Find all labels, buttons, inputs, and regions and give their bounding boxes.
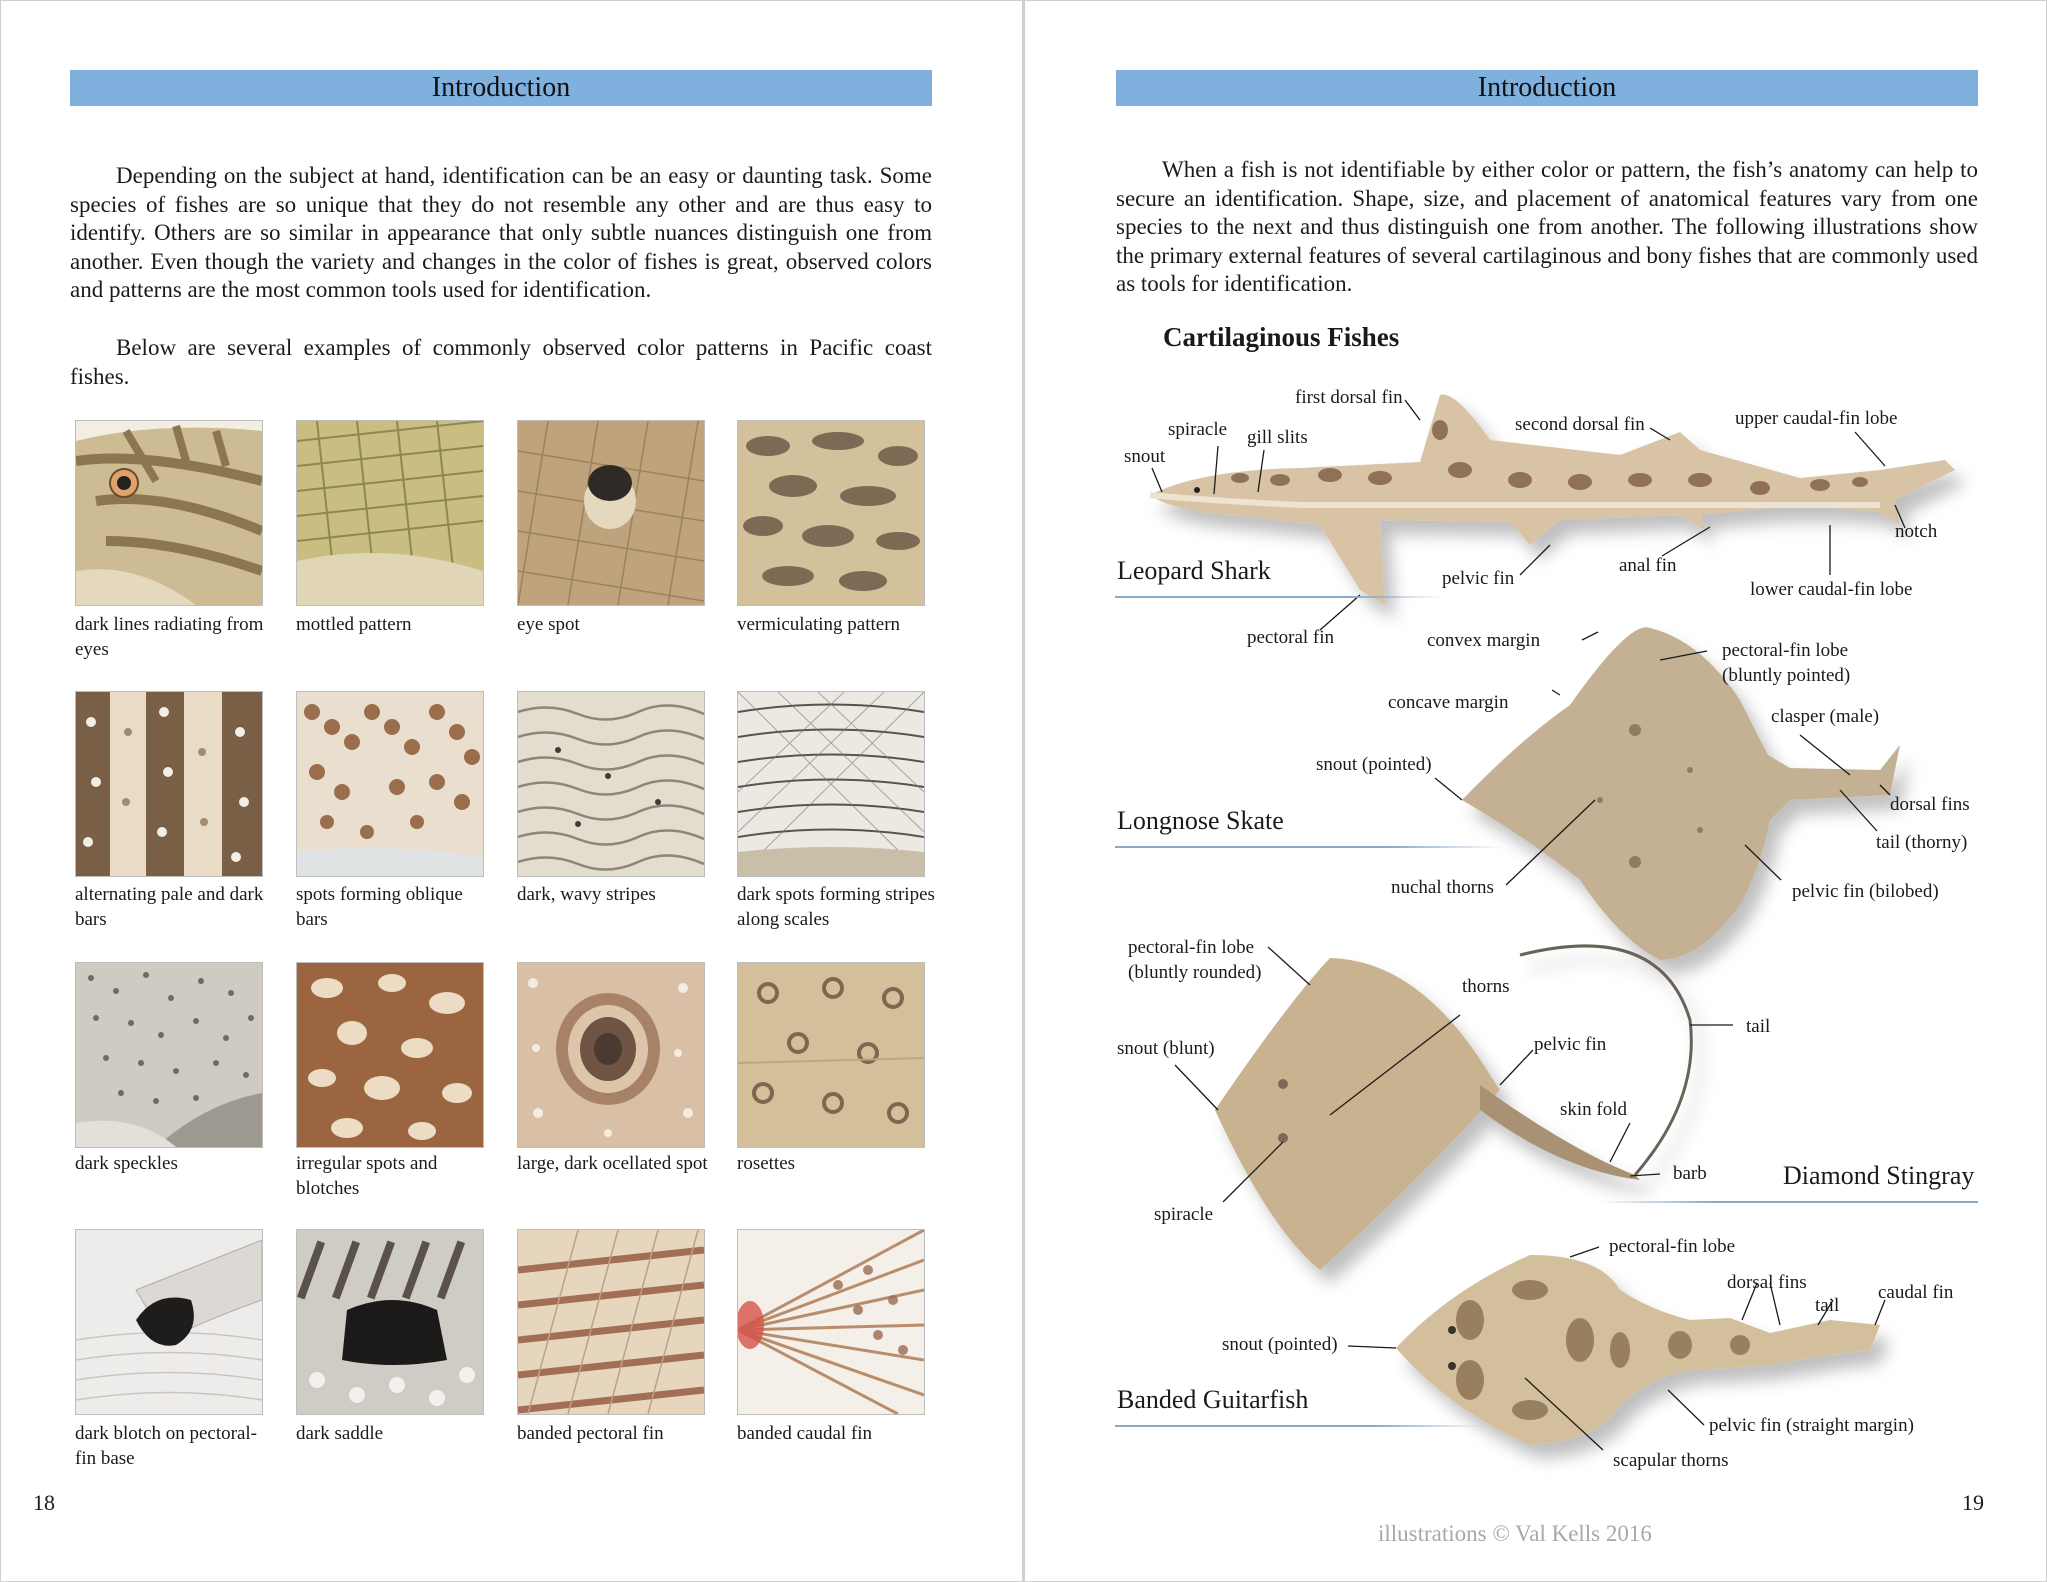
label-skate-snout: snout (pointed) [1316, 754, 1432, 775]
label-snout: snout [1124, 446, 1166, 467]
pattern-caption: eye spot [517, 614, 580, 635]
pattern-caption: dark blotch on pectoral-fin base [75, 1423, 258, 1469]
label-ray-spiracle: spiracle [1154, 1204, 1214, 1225]
right-page-number: 19 [1962, 1490, 1984, 1515]
label-gill-slits: gill slits [1247, 427, 1308, 448]
right-paragraph1-text: When a fish is not identifiable by either color or pattern, the fish’s anatomy can help to secure an identification. Shape, size, and placement of anatomical features vary from one species to the next and thus distinguish one from another. The following illustrations show the primary external features of several cartilaginous and bony fishes that are commonly used as tools for identification. [1116, 157, 1978, 296]
pattern-caption: mottled pattern [296, 614, 412, 635]
pattern-caption: dark saddle [296, 1423, 384, 1444]
pattern-caption: irregular spots and blotches [296, 1153, 438, 1199]
label-skate-pelvic-fin: pelvic fin (bilobed) [1792, 881, 1939, 902]
diamond-stingray-name: Diamond Stingray [1783, 1161, 1975, 1190]
left-paragraph2-text: Below are several examples of commonly observed color patterns in Pacific coast fishes. [70, 335, 932, 389]
label-scapular-thorns: scapular thorns [1613, 1450, 1729, 1471]
illustration-credit: illustrations © Val Kells 2016 [1378, 1521, 1652, 1546]
label-pelvic-fin: pelvic fin [1442, 568, 1515, 589]
left-banner-title: Introduction [70, 70, 932, 106]
pattern-caption: spots forming oblique bars [296, 884, 463, 930]
label-bluntly-pointed: (bluntly pointed) [1722, 665, 1851, 686]
pattern-caption: rosettes [737, 1153, 796, 1174]
label-convex-margin: convex margin [1427, 630, 1541, 651]
pattern-caption: dark, wavy stripes [517, 884, 656, 905]
pattern-caption: dark speckles [75, 1153, 178, 1174]
banded-guitarfish-underline [1115, 1425, 1485, 1427]
cartilaginous-fishes-heading: Cartilaginous Fishes [1163, 322, 1400, 352]
label-barb: barb [1673, 1163, 1707, 1184]
label-skate-dorsal-fins: dorsal fins [1890, 794, 1970, 815]
leopard-shark-name: Leopard Shark [1117, 556, 1271, 585]
longnose-skate-underline [1115, 846, 1505, 848]
label-upper-caudal-fin-lobe: upper caudal-fin lobe [1735, 408, 1898, 429]
left-page-number: 18 [33, 1490, 55, 1515]
right-banner-title: Introduction [1116, 70, 1978, 106]
label-guitarfish-snout: snout (pointed) [1222, 1334, 1338, 1355]
label-spiracle: spiracle [1168, 419, 1228, 440]
label-snout-blunt: snout (blunt) [1117, 1038, 1215, 1059]
pattern-caption: banded caudal fin [737, 1423, 873, 1444]
pattern-caption: dark lines radiating from eyes [75, 614, 264, 660]
label-ray-pectoral-fin-lobe: pectoral-fin lobe [1128, 937, 1255, 958]
label-skin-fold: skin fold [1560, 1099, 1628, 1120]
pattern-caption: dark spots forming stripes along scales [737, 884, 935, 930]
left-paragraph1-text: Depending on the subject at hand, identification can be an easy or daunting task. Some species of fishes are so unique that they do not resemble any other and are thus easy to identify. Others are so similar in appearance that only subtle nuances distinguish one from another. Even though the variety and changes in the color of fishes is great, observed colors and patterns are the most common tools used for identification. [70, 163, 932, 302]
label-thorns: thorns [1462, 976, 1510, 997]
label-ray-pelvic-fin: pelvic fin [1534, 1034, 1607, 1055]
banded-guitarfish-name: Banded Guitarfish [1117, 1385, 1309, 1414]
label-second-dorsal-fin: second dorsal fin [1515, 414, 1645, 435]
label-caudal-fin: caudal fin [1878, 1282, 1954, 1303]
pattern-caption: large, dark ocellated spot [517, 1153, 708, 1174]
longnose-skate-name: Longnose Skate [1117, 806, 1284, 835]
label-notch: notch [1895, 521, 1938, 542]
label-concave-margin: concave margin [1388, 692, 1509, 713]
pattern-caption: banded pectoral fin [517, 1423, 664, 1444]
label-bluntly-rounded: (bluntly rounded) [1128, 962, 1262, 983]
pattern-caption: alternating pale and dark bars [75, 884, 264, 930]
diamond-stingray-underline [1600, 1201, 1978, 1203]
label-skate-tail: tail (thorny) [1876, 832, 1968, 853]
label-pectoral-fin: pectoral fin [1247, 627, 1335, 648]
label-guitarfish-pectoral-fin-lobe: pectoral-fin lobe [1609, 1236, 1736, 1257]
label-ray-tail: tail [1746, 1016, 1771, 1037]
label-lower-caudal-fin-lobe: lower caudal-fin lobe [1750, 579, 1913, 600]
label-nuchal-thorns: nuchal thorns [1391, 877, 1494, 898]
label-anal-fin: anal fin [1619, 555, 1677, 576]
pattern-caption: vermiculating pattern [737, 614, 901, 635]
label-clasper: clasper (male) [1771, 706, 1880, 727]
label-guitarfish-pelvic-fin: pelvic fin (straight margin) [1709, 1415, 1914, 1436]
label-guitarfish-tail: tail [1815, 1295, 1840, 1316]
leopard-shark-underline [1115, 596, 1445, 598]
label-guitarfish-dorsal-fins: dorsal fins [1727, 1272, 1807, 1293]
label-pectoral-fin-lobe: pectoral-fin lobe [1722, 640, 1849, 661]
label-first-dorsal-fin: first dorsal fin [1295, 387, 1403, 408]
